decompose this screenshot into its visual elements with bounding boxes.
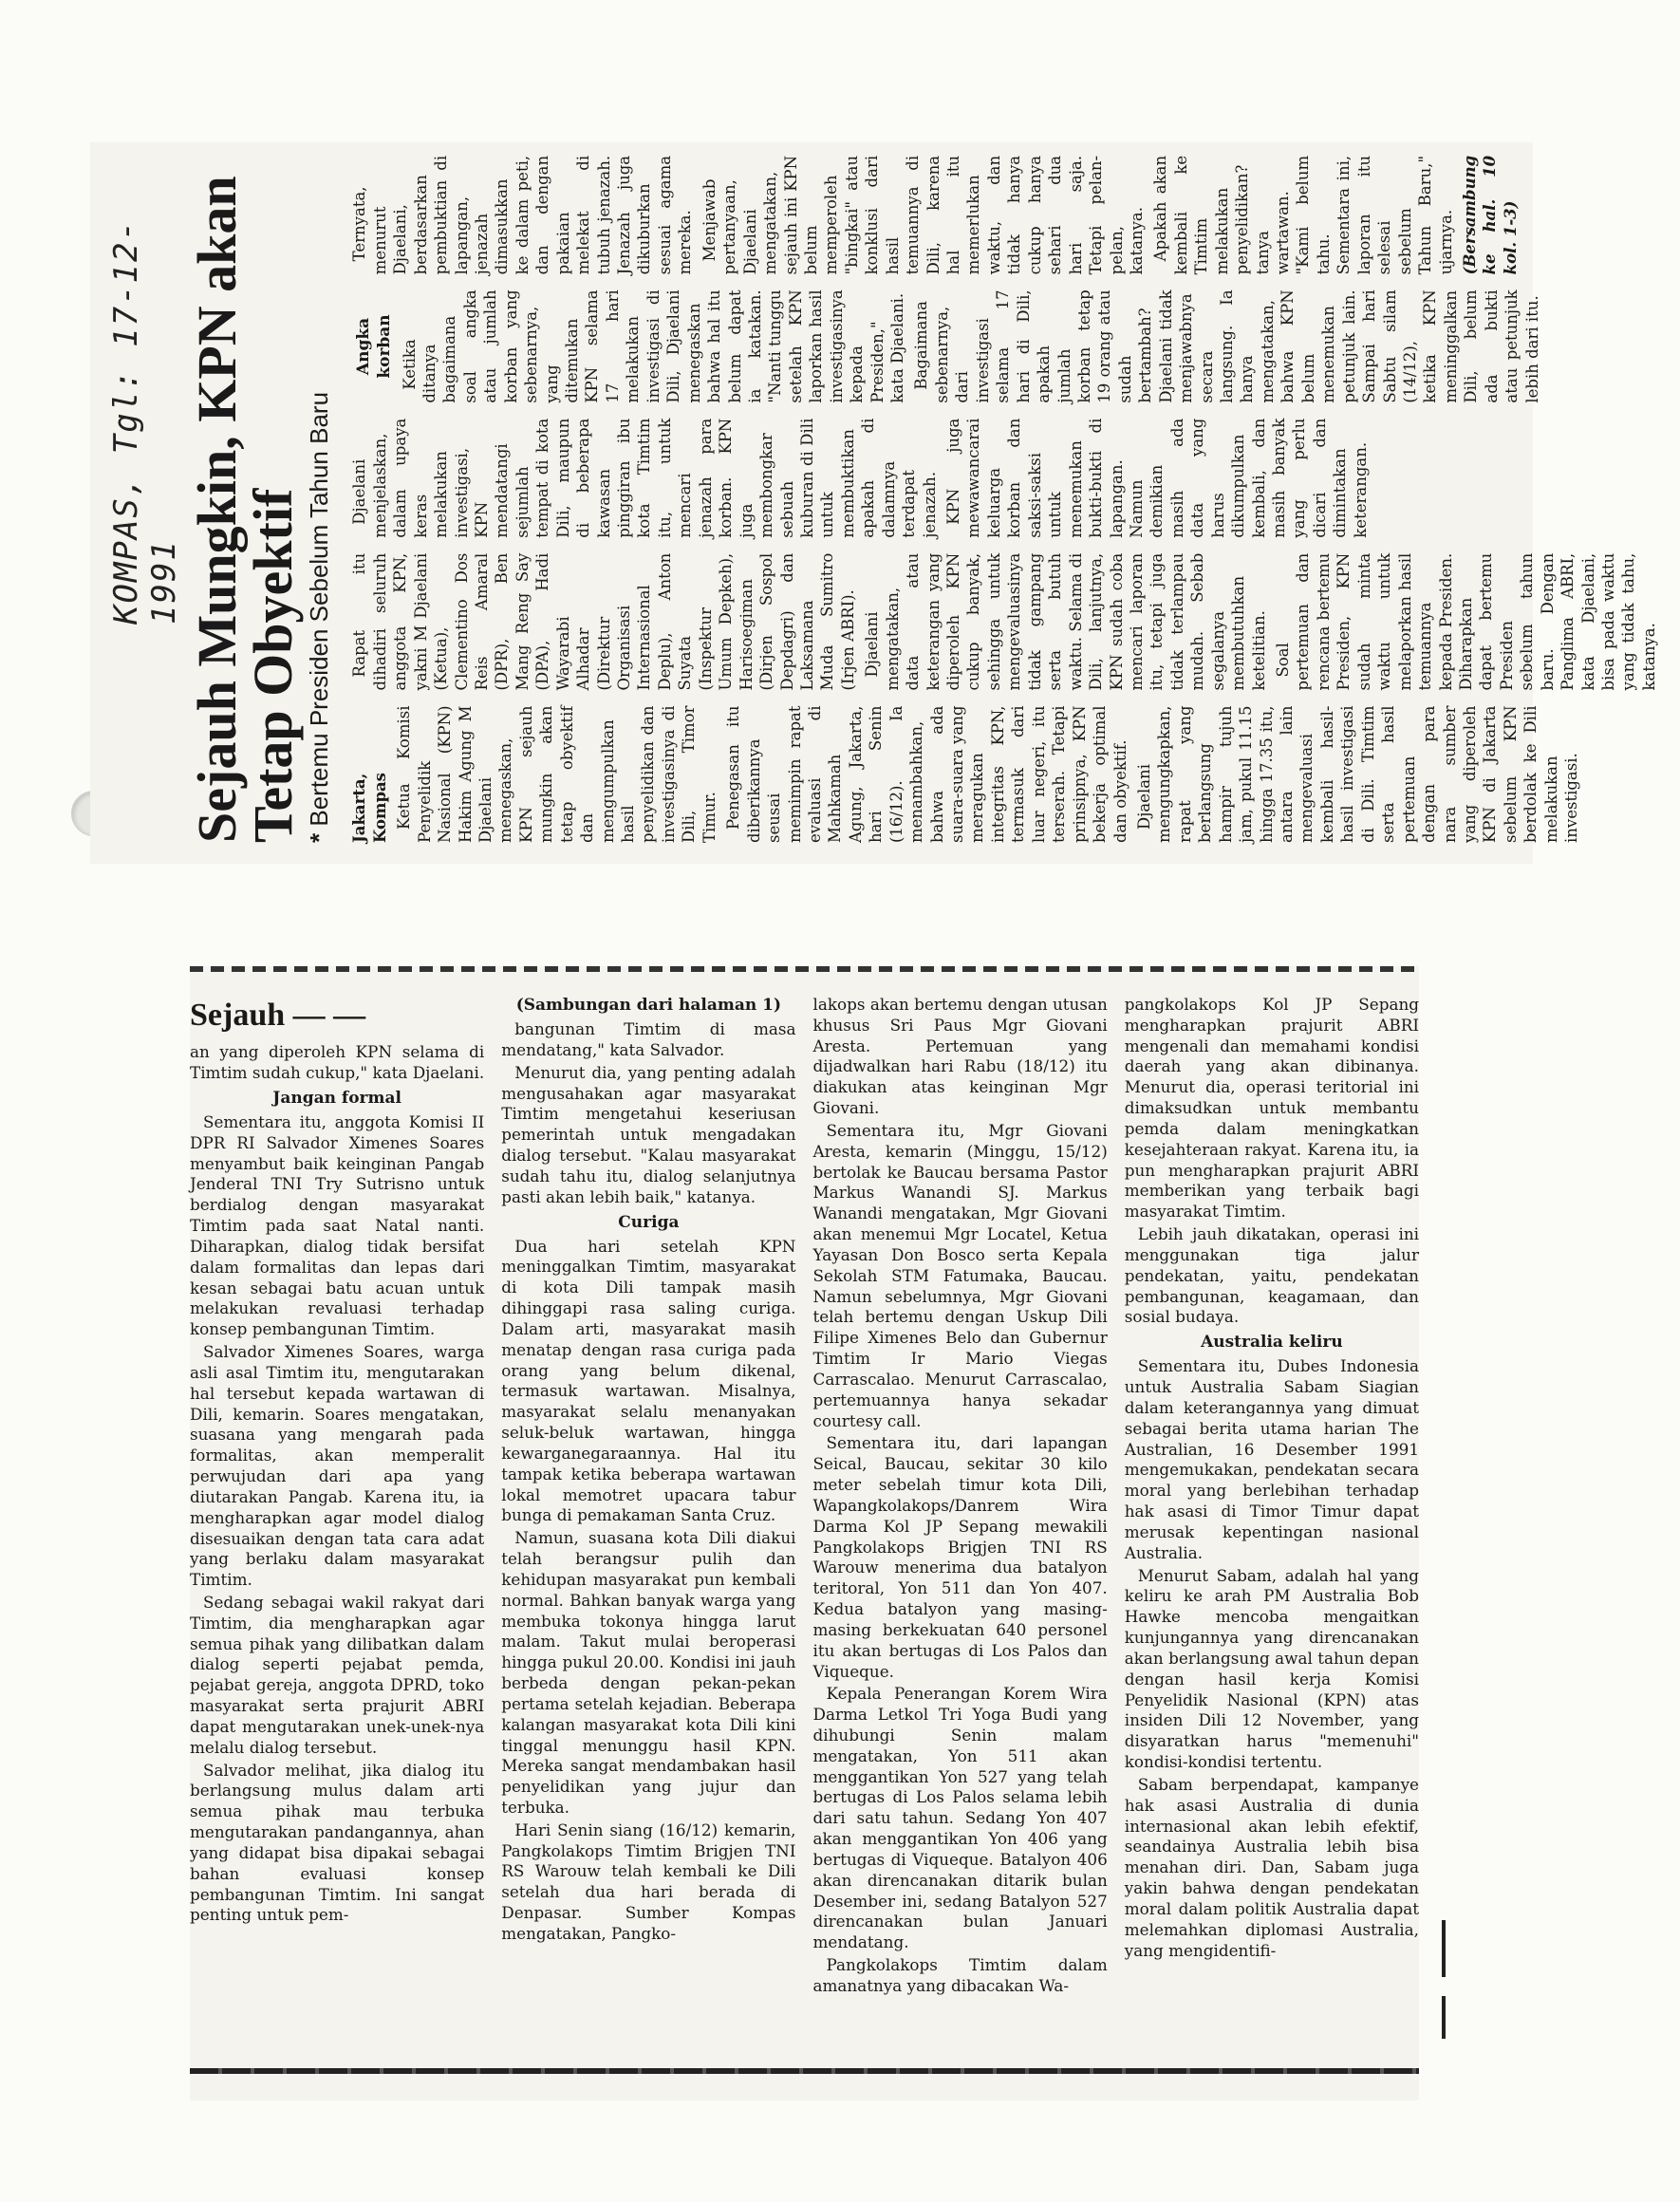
paragraph: Sabam berpendapat, kampanye hak asasi Australia di dunia internasional akan lebih efektif, seandainya Australia lebih bisa menahan diri. Dan, Sabam juga yakin bahwa dengan pendekatan moral dalam politik Australia dapat melemahkan diplomasi Australia, yang mengidentifi- <box>1124 1774 1419 1960</box>
paragraph: Sementara itu, dari lapangan Seical, Baucau, sekitar 30 kilo meter sebelah timur kota Dili, Wapangkolakops/Danrem Wira Darma Kol JP Sepang mewakili Pangkolakops Brigjen TNI RS Warouw menerima dua batalyon teritoral, Yon 511 dan Yon 407. Kedua batalyon yang masing-masing berkekuatan 640 personel itu akan bertugas di Los Palos dan Viqueque. <box>812 1433 1108 1681</box>
paragraph: Djaelani mengungkapkan, rapat yang berlangsung hampir tujuh jam, pukul 11.15 hingga 17.35 itu, antara lain mengevaluasi kembali hasil-hasil investigasi di Dili. Timtim serta hasil pertemuan dengan para nara sumber yang diperoleh KPN di Jakarta sebelum KPN berdolak ke Dili melakukan investigasi. <box>1134 705 1581 843</box>
subhead-australia-keliru: Australia keliru <box>1201 1333 1343 1353</box>
dateline: Jakarta, Kompas <box>350 773 389 843</box>
paragraph: Sedang sebagai wakil rakyat dari Timtim, dia mengharapkan agar semua pihak yang dilibatkan dalam dialog seperti pejabat pemda, pejabat gereja, anggota DPRD, toko masyarakat serta prajurit ABRI dapat mengutarakan unek-unek-nya melalu dialog tersebut. <box>190 1592 485 1757</box>
top-column-3 <box>349 419 1663 538</box>
bottom-clipping <box>190 966 1419 2100</box>
column-edge-mark <box>1442 1996 1446 2039</box>
subhead-angka-korban: Angka korban <box>354 314 395 379</box>
paragraph: lakops akan bertemu dengan utusan khusus Sri Paus Mgr Giovani Aresta. Pertemuan yang dijadwalkan hari Rabu (18/12) itu diakukan atas keinginan Mgr Giovani. <box>812 995 1108 1118</box>
article-title: Sejauh Mungkin, KPN akan Tetap Obyektif <box>186 176 305 843</box>
paragraph: Rapat itu dihadiri seluruh anggota KPN, yakni M Djaelani (Ketua), Clementino Dos Reis Amaral (DPR), Ben Mang Reng Say (DPA), Hadi Wayarabi Alhadar (Direktur Organisasi Internasional Deplu), Anton Suyata (Inspektur Umum Depkeh), Harisoegiman (Dirjen Sospol Depdagri) dan Laksamana Muda Sumitro (Irjen ABRI). <box>350 552 857 691</box>
paragraph: Salvador Ximenes Soares, warga asli asal Timtim itu, mengutarakan hal tersebut kepada wartawan di Dili, kemarin. Soares mengatakan, suasana yang mengarah pada formalitas, akan memperalit perwujudan dari apa yang diutarakan Pangab. Karena itu, ia mengharapkan agar model dialog disesuaikan dengan tata cara adat yang berlaku dalam masyarakat Timtim. <box>190 1342 485 1590</box>
subtitle-bullet: * <box>305 832 334 843</box>
bottom-column-2 <box>501 995 795 1999</box>
paragraph: Hari Senin siang (16/12) kemarin, Pangkolakops Timtim Brigjen TNI RS Warouw telah kembali ke Dili setelah dua hari berada di Denpasar. Sumber Kompas mengatakan, Pangko- <box>501 1819 796 1943</box>
paragraph: Sementara itu, anggota Komisi II DPR RI Salvador Ximenes Soares menyambut baik keinginan Pangab Jenderal TNI Try Sutrisno untuk berdialog dengan masyarakat Timtim pada saat Natal nanti. Diharapkan, dialog tidak bersifat dalam formalitas dan lepas dari kesan sebagai batu acuan untuk melakukan revaluasi terhadap konsep pembangunan Timtim. <box>190 1111 485 1339</box>
paragraph: Apakah akan kembali ke Timtim melakukan penyelidikan? tanya wartawan. "Kami belum tahu. Sementara ini, laporan itu selesai sebelum Tahun Baru," ujarnya. <box>1151 155 1455 275</box>
paragraph: pangkolakops Kol JP Sepang mengharapkan prajurit ABRI mengenali dan memahami kondisi daerah yang akan dibinanya. Menurut dia, operasi teritorial ini dimaksudkan untuk membantu pemda dalam meningkatkan kesejahteraan rakyat. Karena itu, ia pun mengharapkan prajurit ABRI memberikan yang terbaik bagi masyarakat Timtim. <box>1124 995 1419 1222</box>
paragraph: Menjawab pertanyaan, Djaelani mengatakan, sejauh ini KPN belum memperoleh "bingkai" atau konklusi dari hasil temuannya di Dili, karena hal itu memerlukan waktu, dan tidak hanya cukup hanya sehari dua hari saja. Tetapi pelan-pelan, katanya. <box>700 155 1146 275</box>
paragraph: Sementara itu, Mgr Giovani Aresta, kemarin (Minggu, 15/12) bertolak ke Baucau bersama Pastor Markus Wanandi SJ. Markus Wanandi mengatakan, Mgr Giovani akan menemui Mgr Locatel, Ketua Yayasan Don Bosco serta Kepala Sekolah STM Fatumaka, Baucau. Namun sebelumnya, Mgr Giovani telah bertemu dengan Uskup Dili Filipe Ximenes Belo dan Gubernur Timtim Ir Mario Viegas Carrascalao. Menurut Carrascalao, pertemuannya hanya sekadar courtesy call. <box>812 1120 1108 1430</box>
column-edge-mark <box>1442 1920 1446 1977</box>
top-column-1 <box>349 705 1663 843</box>
paragraph: Namun, suasana kota Dili diakui telah berangsur pulih dan kehidupan masyarakat pun kembali normal. Bahkan banyak warga yang membuka tokonya hingga larut malam. Takut mulai beroperasi hingga pukul 20.00. Kondisi ini jauh berbeda dengan pekan-pekan pertama setelah kejadian. Beberapa kalangan masyarakat kota Dili kini tinggal menunggu hasil KPN. Mereka sangat mendambakan hasil penyelidikan yang jujur dan terbuka. <box>501 1528 796 1817</box>
paragraph: KPN juga mewawancarai keluarga korban dan saksi-saksi untuk menemukan bukti-bukti di lapangan. Namun demikian masih ada data yang harus dikumpulkan kembali, dan masih banyak yang perlu dicari dan dimintakan keterangan. <box>944 418 1370 538</box>
paragraph: Bagaimana sebenarnya, dari investigasi selama 17 hari di Dili, apakah jumlah korban tetap 19 orang atau sudah bertambah? Djaelani tidak menjawabnya secara langsung. Ia hanya mengatakan, bahwa KPN belum menemukan petunjuk lain. Sampai hari Sabtu silam (14/12), ketika KPN meninggalkan Dili, belum ada bukti atau petunjuk lebih dari itu. <box>912 289 1541 403</box>
paragraph: Ketika ditanya bagaimana soal angka atau jumlah korban yang sebenarnya, yang ditemukan KPN selama 17 hari melakukan investigasi di Dili, Djaelani menegaskan bahwa hal itu belum dapat ia katakan. "Nanti tunggu setelah KPN laporkan hasil investigasinya kepada Presiden," kata Djaelani. <box>400 289 906 403</box>
bottom-column-1 <box>190 995 484 1999</box>
paragraph: Dua hari setelah KPN meninggalkan Timtim, masyarakat di kota Dili tampak masih dihinggapi rasa saling curiga. Dalam arti, masyarakat masih menatap dengan rasa curiga pada orang yang belum dikenal, termasuk wartawan. Misalnya, masyarakat selalu menanyakan seluk-beluk wartawan, hingga kewarganegaraannya. Hal itu tampak ketika beberapa wartawan lokal memotret upacara tabur bunga di pemakaman Santa Cruz. <box>501 1236 796 1525</box>
subhead-jangan-formal: Jangan formal <box>272 1088 401 1108</box>
paragraph: Menurut dia, yang penting adalah mengusahakan agar masyarakat Timtim mengetahui keseriusan pemerintah untuk mengadakan dialog tersebut. "Kalau masyarakat sudah tahu itu, dialog selanjutnya pasti akan lebih baik," katanya. <box>501 1062 796 1206</box>
sambungan-label: (Sambungan dari halaman 1) <box>515 996 782 1015</box>
top-clipping-page <box>90 142 1658 864</box>
top-column-4 <box>349 289 1663 402</box>
top-clipping <box>90 142 1658 864</box>
paragraph: an yang diperoleh KPN selama di Timtim sudah cukup," kata Djaelani. <box>190 1042 485 1083</box>
paragraph: Menurut Sabam, adalah hal yang keliru ke arah PM Australia Bob Hawke mencoba mengaitkan kunjungannya yang direncanakan akan berlangsung awal tahun depan dengan hasil kerja Komisi Penyelidik Nasional (KPN) atas insiden Dili 12 November, yang disyaratkan harus "memenuhi" kondisi-kondisi tertentu. <box>1124 1565 1419 1772</box>
paragraph: Soal pertemuan dan rencana bertemu Presiden, KPN sudah minta waktu untuk melaporkan hasil temuannya kepada Presiden. Diharapkan dapat bertemu Presiden sebelum tahun baru. Dengan Panglima ABRI, kata Djaelani, bisa pada waktu yang tidak tahu, katanya. <box>1274 552 1658 691</box>
top-column-2 <box>349 553 1663 691</box>
bottom-column-4 <box>1125 995 1419 1999</box>
rule-bottom <box>190 2068 1419 2074</box>
paragraph: bangunan Timtim di masa mendatang," kata Salvador. <box>501 1019 796 1059</box>
paragraph: Kepala Penerangan Korem Wira Darma Letkol Tri Yoga Budi yang dihubungi Senin malam mengatakan, Yon 511 akan menggantikan Yon 527 yang telah bertugas di Los Palos selama lebih dari satu tahun. Sedang Yon 407 akan menggantikan Yon 406 yang bertugas di Viqueque. Batalyon 406 akan direncanakan ditarik bulan Desember ini, sedang Batalyon 527 direncanakan bulan Januari mendatang. <box>812 1684 1108 1952</box>
bottom-column-3 <box>813 995 1108 1999</box>
continuation-head: Sejauh — — <box>190 998 366 1033</box>
paragraph: Ketua Komisi Penyelidik Nasional (KPN) Hakim Agung M Djaelani menegaskan, KPN sejauh mungkin akan tetap obyektif dan mengumpulkan hasil penyelidikan dan investigasinya di Dili, Timor Timur. <box>395 705 719 843</box>
paragraph: Sementara itu, Dubes Indonesia untuk Australia Sabam Siagian dalam keterangannya yang dimuat sebagai berita utama harian The Australian, 16 Desember 1991 mengemukakan, pendekatan secara moral yang berlebihan terhadap hak asasi di Timor Timur dapat merusak kepentingan nasional Australia. <box>1124 1356 1419 1562</box>
paragraph: Penegasan itu diberikannya seusai memimpin rapat evaluasi di Mahkamah Agung, Jakarta, hari Senin (16/12). Ia menambahkan, bahwa ada suara-suara yang meragukan integritas KPN, termasuk dari luar negeri, itu terserah. Tetapi prinsipnya, KPN bekerja optimal dan obyektif. <box>724 705 1129 843</box>
continued-note: (Bersambung ke hal. 10 kol. 1-3) <box>1460 155 1520 275</box>
bottom-columns <box>190 995 1419 1999</box>
paragraph: Pangkolakops Timtim dalam amanatnya yang dibacakan Wa- <box>812 1955 1108 1995</box>
subtitle-text: Bertemu Presiden Sebelum Tahun Baru <box>305 391 334 827</box>
subhead-curiga: Curiga <box>618 1212 680 1232</box>
handwritten-date-note: KOMPAS, Tgl: 17-12-1991 <box>107 219 183 625</box>
dashed-rule-top <box>190 966 1419 972</box>
paragraph: Djaelani mengatakan, data atau keterangan yang diperoleh KPN cukup banyak, sehingga untuk mengevaluasinya tidak gampang serta butuh waktu. Selama di Dili, lanjutnya, KPN sudah coba mencari laporan itu, tetapi juga tidak terlampau mudah. Sebab segalanya membutuhkan ketelitian. <box>863 552 1268 691</box>
top-column-5 <box>349 156 1663 274</box>
paragraph: Salvador melihat, jika dialog itu berlangsung mulus dalam arti semua pihak mau terbuka mengutarakan pandangannya, ahan yang didapat bisa dipakai sebagai bahan evaluasi konsep pembangunan Timtim. Ini sangat penting untuk pem- <box>190 1760 485 1925</box>
paragraph: Ternyata, menurut Djaelani, berdasarkan pembuktian di lapangan, jenazah dimasukkan ke dalam peti, dan dengan pakaian melekat di tubuh jenazah. Jenazah juga dikuburkan sesuai agama mereka. <box>350 155 695 275</box>
article-subtitle <box>305 163 334 843</box>
paragraph: Djaelani menjelaskan, dalam upaya keras melakukan investigasi, KPN mendatangi sejumlah tempat di kota Dili, maupun di beberapa kawasan pinggiran ibu kota Timtim itu, untuk mencari jenazah para korban. KPN juga membongkar sebuah kuburan di Dili untuk membuktikan apakah di dalamnya terdapat jenazah. <box>350 418 939 538</box>
top-columns <box>349 155 1663 843</box>
paragraph: Lebih jauh dikatakan, operasi ini menggunakan tiga jalur pendekatan, yaitu, pendekatan pembangunan, keagamaan, dan sosial budaya. <box>1124 1224 1419 1327</box>
